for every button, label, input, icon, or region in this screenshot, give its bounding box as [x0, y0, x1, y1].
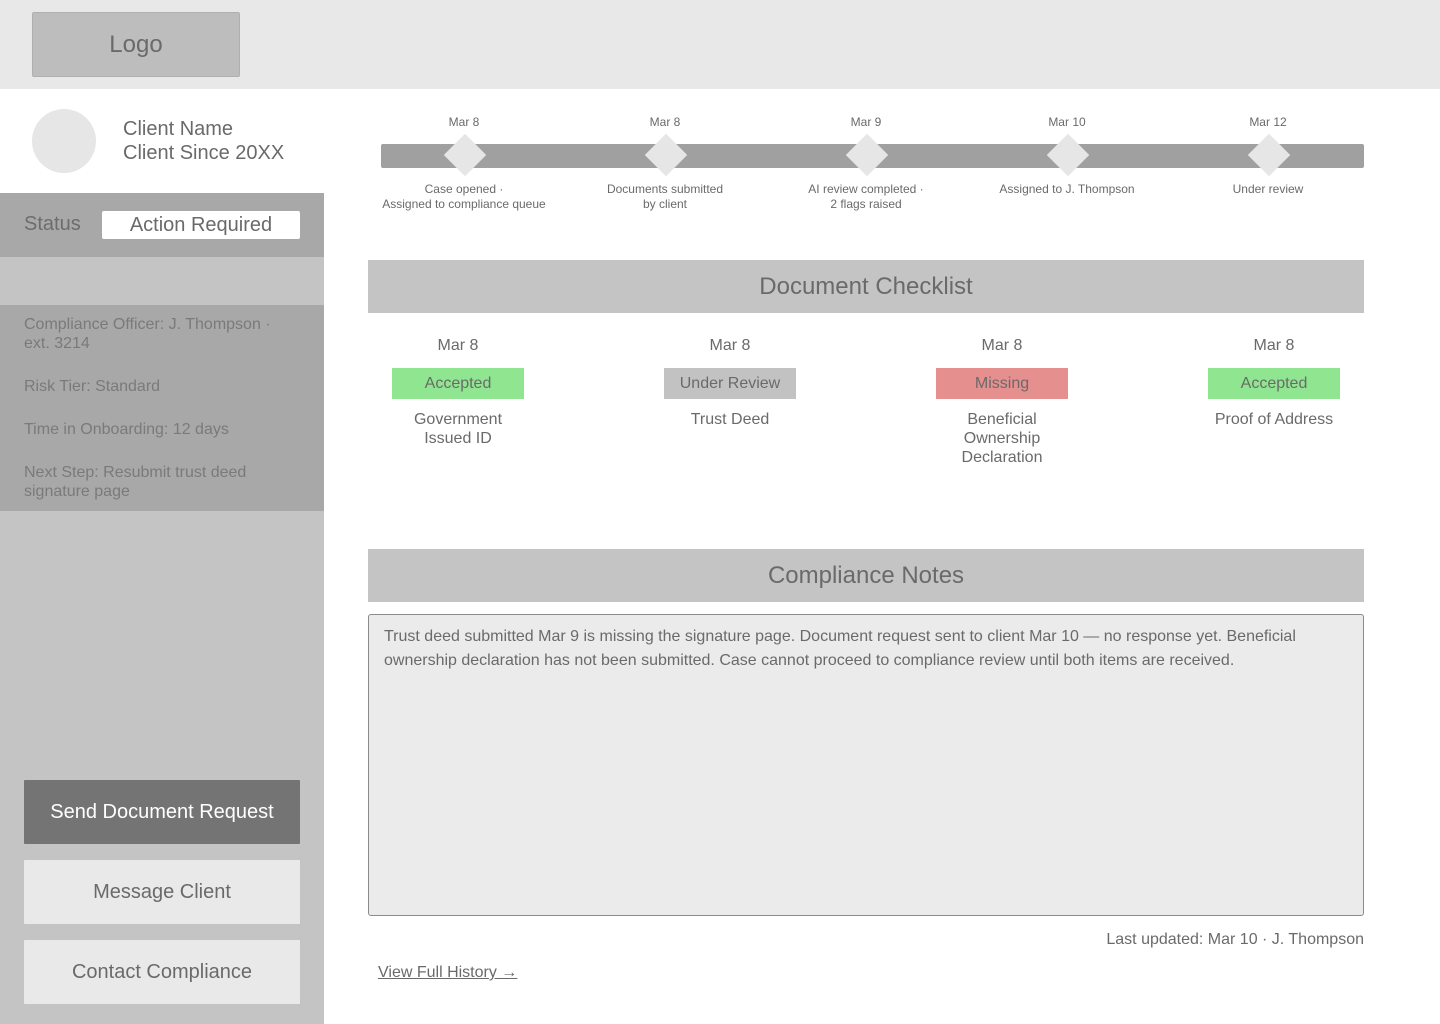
client-since: Client Since 20XX: [123, 142, 285, 164]
status-badge: Action Required: [102, 211, 300, 239]
milestone-diamond-icon[interactable]: [645, 134, 687, 176]
send-document-request-button[interactable]: Send Document Request: [24, 780, 300, 844]
milestone-description: [565, 182, 765, 212]
document-name: Beneficial Ownership Declaration: [961, 411, 1043, 466]
milestone-date: Mar 9: [850, 115, 882, 129]
document-name: Proof of Address: [1214, 411, 1334, 428]
milestone-line: 2 flags raised: [830, 197, 902, 211]
top-bar: [0, 0, 1440, 89]
time-in-onboarding: Time in Onboarding: 12 days: [24, 421, 229, 438]
document-name: Trust Deed: [690, 411, 770, 428]
case-details: [0, 305, 324, 511]
milestone-description: [364, 182, 564, 212]
milestone-date: Mar 12: [1249, 115, 1287, 129]
milestone-diamond-icon[interactable]: [444, 134, 486, 176]
checklist-item: [358, 336, 558, 448]
message-client-button[interactable]: Message Client: [24, 860, 300, 924]
document-status-badge: Accepted: [392, 368, 524, 399]
document-date: Mar 8: [709, 337, 751, 354]
next-step: Next Step: Resubmit trust deed signature page: [24, 464, 247, 500]
milestone-diamond-icon[interactable]: [1047, 134, 1089, 176]
milestone-date: Mar 8: [448, 115, 480, 129]
status-row: [0, 193, 324, 257]
compliance-notes-textarea[interactable]: Trust deed submitted Mar 9 is missing the signature page. Document request sent to client Mar 10 — no response yet. Beneficial ownership declaration has not been submitted. Case cannot proceed to compliance review until both items are received.: [368, 614, 1364, 916]
document-status-badge: Accepted: [1208, 368, 1340, 399]
contact-compliance-button[interactable]: Contact Compliance: [24, 940, 300, 1004]
milestone-description: [766, 182, 966, 212]
sidebar: [0, 89, 324, 1024]
document-date: Mar 8: [981, 337, 1023, 354]
document-date: Mar 8: [1253, 337, 1295, 354]
view-full-history-link[interactable]: View Full History →: [378, 964, 518, 981]
client-card: [0, 89, 324, 193]
status-label: Status: [24, 213, 81, 235]
timeline-milestone: [967, 110, 1167, 196]
checklist-item: [1174, 336, 1374, 429]
sidebar-spacer: [0, 257, 324, 305]
timeline-milestone: [766, 110, 966, 211]
milestone-line: Documents submitted: [606, 182, 724, 196]
document-status-badge: Under Review: [664, 368, 796, 399]
milestone-description: [967, 182, 1167, 197]
milestone-line: Assigned to J. Thompson: [999, 182, 1135, 196]
document-date: Mar 8: [437, 337, 479, 354]
risk-tier: Risk Tier: Standard: [24, 378, 161, 395]
logo[interactable]: Logo: [32, 12, 240, 77]
milestone-date: Mar 8: [649, 115, 681, 129]
milestone-line: by client: [642, 197, 688, 211]
timeline-milestone: [565, 110, 765, 211]
checklist-item: [902, 336, 1102, 467]
client-info: [123, 117, 284, 165]
document-status-badge: Missing: [936, 368, 1068, 399]
milestone-date: Mar 10: [1048, 115, 1086, 129]
milestone-line: AI review completed ·: [808, 182, 924, 196]
milestone-diamond-icon[interactable]: [1248, 134, 1290, 176]
document-checklist-header: Document Checklist: [368, 260, 1364, 313]
milestone-description: [1168, 182, 1368, 197]
client-name: Client Name: [123, 118, 234, 140]
avatar: [32, 109, 96, 173]
milestone-line: Case opened ·: [424, 182, 504, 196]
milestone-line: Under review: [1232, 182, 1304, 196]
compliance-notes-header: Compliance Notes: [368, 549, 1364, 602]
timeline-milestone: [1168, 110, 1368, 196]
milestone-line: Assigned to compliance queue: [382, 197, 546, 211]
last-updated-text: Last updated: Mar 10 · J. Thompson: [1106, 931, 1364, 948]
milestone-diamond-icon[interactable]: [846, 134, 888, 176]
compliance-officer: Compliance Officer: J. Thompson · ext. 3214: [24, 316, 271, 352]
case-timeline: [380, 110, 1364, 220]
checklist-item: [630, 336, 830, 429]
timeline-milestone: [364, 110, 564, 211]
document-name: Government Issued ID: [413, 411, 503, 447]
